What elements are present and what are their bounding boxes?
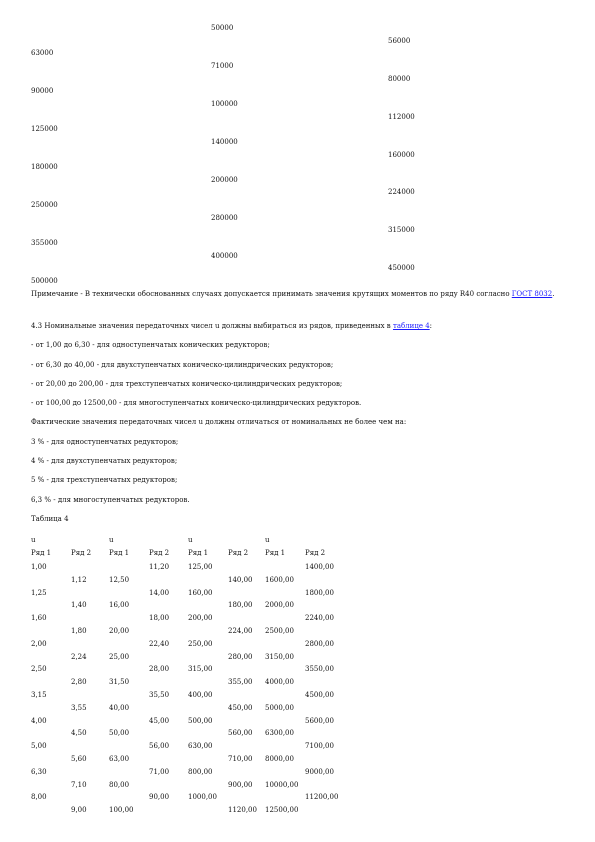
table-cell: 560,00 — [228, 729, 253, 738]
table-cell: 900,00 — [228, 780, 253, 789]
table-cell: 11,20 — [149, 563, 170, 571]
table-cell: 140,00 — [228, 575, 253, 584]
torque-value: 63000 — [31, 49, 54, 58]
table-cell: 16,00 — [109, 601, 130, 610]
table-cell: 2000,00 — [265, 601, 294, 610]
table-cell: 12,50 — [109, 575, 130, 584]
table-cell: 1600,00 — [265, 575, 294, 584]
table-cell: 2500,00 — [265, 627, 294, 635]
table-cell: 160,00 — [188, 588, 213, 597]
table-cell: 100,00 — [109, 806, 134, 815]
column-header: Ряд 2 — [71, 549, 92, 557]
table-cell: 4,00 — [31, 716, 47, 725]
range-item: - от 1,00 до 6,30 - для одноступенчатых конических редукторов; — [31, 341, 270, 349]
table-cell: 5,00 — [31, 742, 47, 751]
table-cell: 3,15 — [31, 691, 47, 699]
column-header: Ряд 1 — [188, 549, 209, 557]
table-cell: 90,00 — [149, 793, 170, 802]
note-text: Примечание - В технически обоснованных случаях допускается принимать значения крутящих моментов по ряду R40 согласно — [31, 290, 512, 298]
table-cell: 8,00 — [31, 793, 47, 802]
table-cell: 7100,00 — [305, 742, 334, 751]
table-cell: 12500,00 — [265, 806, 299, 815]
table-cell: 224,00 — [228, 627, 253, 635]
table-cell: 3550,00 — [305, 665, 334, 674]
table-cell: 5000,00 — [265, 703, 294, 712]
table-cell: 800,00 — [188, 767, 213, 776]
table-4 — [31, 536, 401, 821]
range-item: - от 100,00 до 12500,00 - для многоступенчатых коническо-цилиндрических редукторов. — [31, 399, 362, 407]
section-4-3-end: : — [429, 322, 433, 330]
table-cell: 22,40 — [149, 639, 170, 648]
table-cell: 1,80 — [71, 627, 87, 635]
deviation-item: 5 % - для трехступенчатых редукторов; — [31, 476, 178, 484]
table-cell: 1800,00 — [305, 588, 334, 597]
table-cell: 710,00 — [228, 755, 253, 763]
table-cell: 18,00 — [149, 614, 170, 623]
table-cell: 28,00 — [149, 665, 170, 674]
table-4-caption: Таблица 4 — [31, 515, 69, 523]
table-cell: 2800,00 — [305, 639, 334, 648]
table-cell: 125,00 — [188, 563, 213, 571]
table-cell: 63,00 — [109, 755, 130, 763]
table-4-link[interactable]: таблице 4 — [392, 322, 430, 330]
torque-value: 100000 — [211, 99, 238, 108]
table-cell: 4,50 — [71, 729, 87, 738]
table-cell: 8000,00 — [265, 755, 294, 763]
range-item: - от 6,30 до 40,00 - для двухступенчатых коническо-цилиндрических редукторов; — [31, 361, 334, 369]
u-header: u — [109, 536, 114, 544]
column-header: Ряд 2 — [305, 549, 326, 557]
section-4-3-paragraph — [31, 322, 561, 331]
torque-value: 315000 — [388, 226, 415, 235]
column-header: Ряд 1 — [265, 549, 286, 557]
column-header: Ряд 1 — [109, 549, 130, 557]
table-cell: 9000,00 — [305, 767, 334, 776]
table-cell: 180,00 — [228, 601, 253, 610]
table-cell: 2,50 — [31, 665, 47, 674]
torque-value: 90000 — [31, 87, 54, 96]
column-header: Ряд 1 — [31, 549, 52, 557]
torque-value: 112000 — [388, 112, 415, 121]
torque-value: 355000 — [31, 239, 58, 248]
table-cell: 10000,00 — [265, 780, 299, 789]
range-item: - от 20,00 до 200,00 - для трехступенчатых коническо-цилиндрических редукторов; — [31, 380, 343, 388]
torque-value: 200000 — [211, 175, 238, 184]
deviation-intro: Фактические значения передаточных чисел u должны отличаться от номинальных не более чем на: — [31, 418, 407, 426]
torque-value: 180000 — [31, 163, 58, 172]
table-cell: 400,00 — [188, 691, 213, 699]
torque-value: 71000 — [211, 61, 234, 70]
table-cell: 1400,00 — [305, 563, 334, 571]
table-cell: 2240,00 — [305, 614, 334, 623]
table-cell: 56,00 — [149, 742, 170, 751]
table-cell: 45,00 — [149, 716, 170, 725]
section-4-3-text: 4.3 Номинальные значения передаточных чисел u должны выбираться из рядов, приведенных в — [31, 322, 393, 330]
note-end: . — [552, 290, 555, 298]
table-cell: 14,00 — [149, 588, 170, 597]
torque-value: 80000 — [388, 74, 411, 83]
table-cell: 2,00 — [31, 639, 47, 648]
table-cell: 5,60 — [71, 755, 87, 763]
table-cell: 1,12 — [71, 575, 87, 584]
column-header: Ряд 2 — [149, 549, 170, 557]
table-cell: 50,00 — [109, 729, 130, 738]
column-header: Ряд 2 — [228, 549, 249, 557]
torque-value: 56000 — [388, 36, 411, 45]
table-cell: 25,00 — [109, 652, 130, 661]
table-cell: 2,80 — [71, 678, 87, 687]
u-header: u — [31, 536, 36, 544]
table-cell: 500,00 — [188, 716, 213, 725]
note-paragraph — [31, 290, 561, 299]
table-cell: 31,50 — [109, 678, 130, 687]
deviation-item: 3 % - для одноступенчатых редукторов; — [31, 438, 179, 446]
table-cell: 315,00 — [188, 665, 213, 674]
table-cell: 2,24 — [71, 652, 87, 661]
torque-value: 125000 — [31, 125, 58, 134]
table-cell: 9,00 — [71, 806, 87, 815]
torque-value: 140000 — [211, 137, 238, 146]
table-cell: 3150,00 — [265, 652, 294, 661]
table-cell: 6,30 — [31, 767, 47, 776]
table-cell: 450,00 — [228, 703, 253, 712]
table-cell: 40,00 — [109, 703, 130, 712]
torque-value: 500000 — [31, 277, 58, 285]
torque-value: 280000 — [211, 213, 238, 222]
u-header: u — [188, 536, 193, 544]
table-cell: 200,00 — [188, 614, 213, 623]
table-cell: 35,50 — [149, 691, 170, 699]
torque-value: 50000 — [211, 24, 234, 32]
table-cell: 1,60 — [31, 614, 47, 623]
table-cell: 6300,00 — [265, 729, 294, 738]
table-cell: 80,00 — [109, 780, 130, 789]
table-cell: 355,00 — [228, 678, 253, 687]
table-cell: 1,40 — [71, 601, 87, 610]
table-cell: 7,10 — [71, 780, 87, 789]
table-cell: 20,00 — [109, 627, 130, 635]
gost-8032-link[interactable]: ГОСТ 8032 — [511, 290, 553, 298]
table-cell: 71,00 — [149, 767, 170, 776]
table-cell: 1000,00 — [188, 793, 217, 802]
table-cell: 280,00 — [228, 652, 253, 661]
table-cell: 3,55 — [71, 703, 87, 712]
table-cell: 1120,00 — [228, 806, 257, 815]
table-cell: 1,00 — [31, 563, 47, 571]
torque-value: 160000 — [388, 150, 415, 159]
torque-value: 450000 — [388, 264, 415, 273]
torque-value: 250000 — [31, 201, 58, 210]
table-cell: 1,25 — [31, 588, 47, 597]
torque-value: 400000 — [211, 251, 238, 260]
table-cell: 11200,00 — [305, 793, 339, 802]
deviation-item: 6,3 % - для многоступенчатых редукторов. — [31, 496, 190, 504]
table-cell: 630,00 — [188, 742, 213, 751]
u-header: u — [265, 536, 270, 544]
table-cell: 4500,00 — [305, 691, 334, 699]
deviation-item: 4 % - для двухступенчатых редукторов; — [31, 457, 178, 465]
table-cell: 250,00 — [188, 639, 213, 648]
table-cell: 4000,00 — [265, 678, 294, 687]
table-cell: 5600,00 — [305, 716, 334, 725]
torque-value: 224000 — [388, 188, 415, 197]
